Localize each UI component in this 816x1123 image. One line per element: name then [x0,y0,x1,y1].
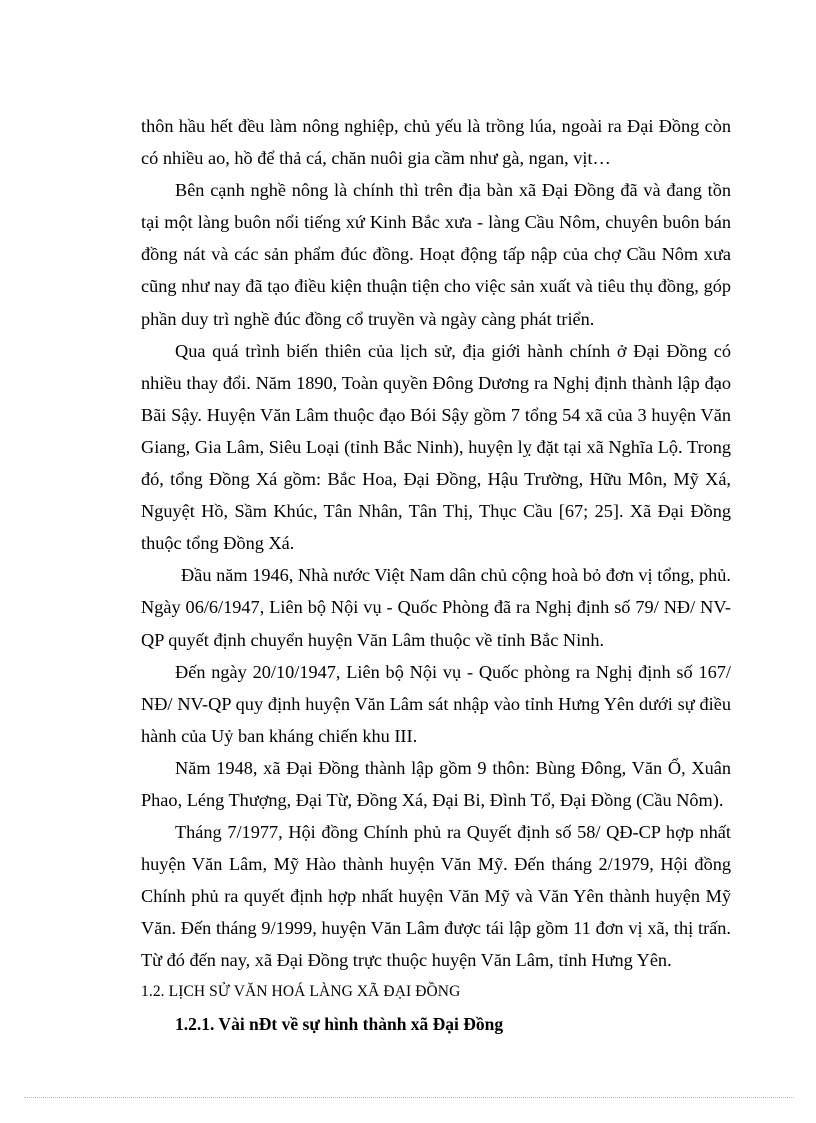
paragraph-administrative-history: Qua quá trình biến thiên của lịch sử, địa giới hành chính ở Đại Đồng có nhiều thay đổi. Năm 1890, Toàn quyền Đông Dương ra Nghị định thành lập đạo Bãi Sậy. Huyện Văn Lâm thuộc đạo Bói Sậy gồm 7 tổng 54 xã của 3 huyện Văn Giang, Gia Lâm, Siêu Loại (tỉnh Bắc Ninh), huyện lỵ đặt tại xã Nghĩa Lộ. Trong đó, tổng Đồng Xá gồm: Bắc Hoa, Đại Đồng, Hậu Trường, Hữu Môn, Mỹ Xá, Nguyệt Hồ, Sầm Khúc, Tân Nhân, Tân Thị, Thục Cầu [67; 25]. Xã Đại Đồng thuộc tổng Đồng Xá. [141,340,731,554]
paragraph-1977-restructuring: Tháng 7/1977, Hội đồng Chính phủ ra Quyết định số 58/ QĐ-CP hợp nhất huyện Văn Lâm, Mỹ Hào thành huyện Văn Mỹ. Đến tháng 2/1979, Hội đồng Chính phủ ra quyết định hợp nhất huyện Văn Mỹ và Văn Yên thành huyện Mỹ Văn. Đến tháng 9/1999, huyện Văn Lâm được tái lập gồm 11 đơn vị xã, thị trấn. Từ đó đến nay, xã Đại Đồng trực thuộc huyện Văn Lâm, tỉnh Hưng Yên. [141,822,731,971]
paragraph-cau-nom-village: Bên cạnh nghề nông là chính thì trên địa bàn xã Đại Đồng đã và đang tồn tại một làng buôn nổi tiếng xứ Kinh Bắc xưa - làng Cầu Nôm, chuyên buôn bán đồng nát và các sản phẩm đúc đồng. Hoạt động tấp nập của chợ Cầu Nôm xưa cũng như nay đã tạo điều kiện thuận tiện cho việc sản xuất và tiêu thụ đồng, góp phần duy trì nghề đúc đồng cổ truyền và ngày càng phát triển. [141,180,731,329]
paragraph-1947-merger: Đến ngày 20/10/1947, Liên bộ Nội vụ - Quốc phòng ra Nghị định số 167/ NĐ/ NV-QP quy định huyện Văn Lâm sát nhập vào tỉnh Hưng Yên dưới sự điều hành của Uỷ ban kháng chiến khu III. [141,661,731,746]
page-bottom-divider [24,1097,794,1098]
paragraph-continuation: thôn hầu hết đều làm nông nghiệp, chủ yếu là trồng lúa, ngoài ra Đại Đồng còn có nhiều ao, hồ để thả cá, chăn nuôi gia cầm như gà, ngan, vịt… [141,116,731,169]
paragraph-1946-decree: Đầu năm 1946, Nhà nước Việt Nam dân chủ cộng hoà bỏ đơn vị tổng, phủ. Ngày 06/6/1947, Liên bộ Nội vụ - Quốc Phòng đã ra Nghị định số 79/ NĐ/ NV-QP quyết định chuyển huyện Văn Lâm thuộc về tỉnh Bắc Ninh. [141,565,731,650]
paragraph-1948-founding: Năm 1948, xã Đại Đồng thành lập gồm 9 thôn: Bùng Đông, Văn Ổ, Xuân Phao, Léng Thượng, Đại Từ, Đồng Xá, Đại Bi, Đình Tổ, Đại Đồng (Cầu Nôm). [141,757,731,810]
section-heading: 1.2. LỊCH SỬ VĂN HOÁ LÀNG XÃ ĐẠI ĐỒNG [141,982,461,1000]
document-page [141,110,731,1041]
subsection-heading: 1.2.1. Vài nĐt về sự hình thành xã Đại Đồng [175,1013,504,1034]
